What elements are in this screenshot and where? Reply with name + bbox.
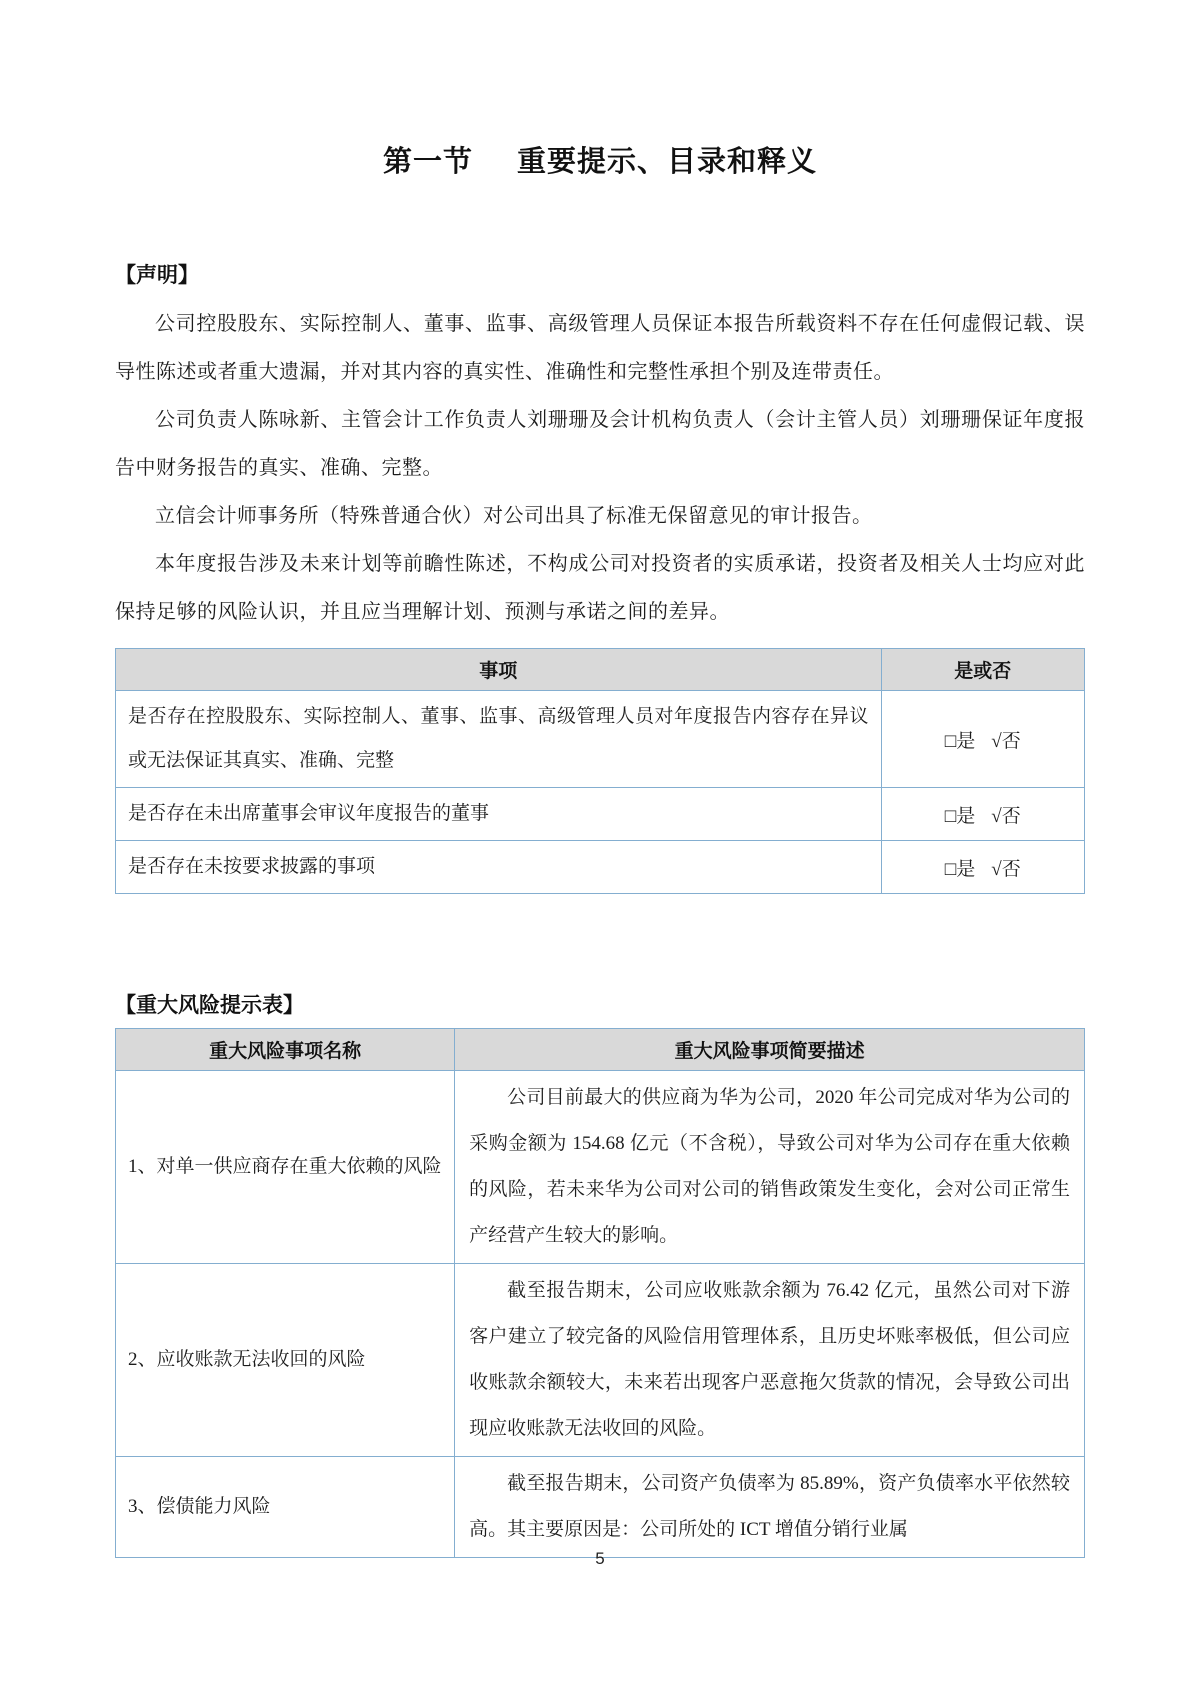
page-title-text: 重要提示、目录和释义 (517, 146, 818, 178)
risk-description-text: 截至报告期末，公司资产负债率为 85.89%，资产负债率水平依然较高。其主要原因是：公司所处的 ICT 增值分销行业属 (469, 1473, 1070, 1540)
checkbox-no-checked: √否 (991, 730, 1021, 752)
statement-paragraph: 公司控股股东、实际控制人、董事、监事、高级管理人员保证本报告所载资料不存在任何虚假记载、误导性陈述或者重大遗漏，并对其内容的真实性、准确性和完整性承担个别及连带责任。 (115, 313, 1085, 383)
compliance-table (115, 648, 1085, 894)
compliance-answer (881, 691, 1085, 788)
risk-description (455, 1264, 1085, 1457)
risk-description-text: 截至报告期末，公司应收账款余额为 76.42 亿元，虽然公司对下游客户建立了较完备的风险信用管理体系，且历史坏账率极低，但公司应收账款余额较大，未来若出现客户恶意拖欠货款的情况，会导致公司出现应收账款无法收回的风险。 (469, 1280, 1070, 1439)
statement-paragraph: 本年度报告涉及未来计划等前瞻性陈述，不构成公司对投资者的实质承诺，投资者及相关人士均应对此保持足够的风险认识，并且应当理解计划、预测与承诺之间的差异。 (115, 553, 1085, 623)
risk-table (115, 1028, 1085, 1558)
risk-description (455, 1457, 1085, 1558)
risk-name: 1、对单一供应商存在重大依赖的风险 (116, 1071, 455, 1264)
table-row (116, 841, 1085, 894)
compliance-item: 是否存在控股股东、实际控制人、董事、监事、高级管理人员对年度报告内容存在异议或无法保证其真实、准确、完整 (116, 691, 882, 788)
compliance-header-item: 事项 (116, 649, 882, 691)
risk-header-description: 重大风险事项简要描述 (455, 1029, 1085, 1071)
page-title-section: 第一节 (382, 146, 473, 178)
table-row (116, 788, 1085, 841)
statement-paragraph: 立信会计师事务所（特殊普通合伙）对公司出具了标准无保留意见的审计报告。 (155, 505, 873, 527)
table-row (116, 1457, 1085, 1558)
checkbox-yes: □是 (944, 805, 976, 827)
checkbox-yes: □是 (944, 858, 976, 880)
compliance-item: 是否存在未按要求披露的事项 (116, 841, 882, 894)
page-title (115, 142, 1085, 182)
checkbox-yes: □是 (944, 730, 976, 752)
risk-description (455, 1071, 1085, 1264)
risk-description-text: 公司目前最大的供应商为华为公司，2020 年公司完成对华为公司的采购金额为 154.68 亿元（不含税），导致公司对华为公司存在重大依赖的风险，若未来华为公司对公司的销售政策发生变化，会对公司正常生产经营产生较大的影响。 (469, 1087, 1070, 1246)
page-number: 5 (595, 1549, 605, 1568)
compliance-answer (881, 788, 1085, 841)
risk-name: 3、偿债能力风险 (116, 1457, 455, 1558)
risk-name: 2、应收账款无法收回的风险 (116, 1264, 455, 1457)
compliance-answer (881, 841, 1085, 894)
statement-heading: 【声明】 (115, 264, 199, 287)
compliance-item: 是否存在未出席董事会审议年度报告的董事 (116, 788, 882, 841)
compliance-header-row (116, 649, 1085, 691)
risk-header-name: 重大风险事项名称 (116, 1029, 455, 1071)
table-row (116, 1071, 1085, 1264)
compliance-header-answer: 是或否 (881, 649, 1085, 691)
risk-table-heading: 【重大风险提示表】 (115, 994, 304, 1017)
statement-paragraph: 公司负责人陈咏新、主管会计工作负责人刘珊珊及会计机构负责人（会计主管人员）刘珊珊保证年度报告中财务报告的真实、准确、完整。 (115, 409, 1085, 479)
risk-header-row (116, 1029, 1085, 1071)
checkbox-no-checked: √否 (991, 805, 1021, 827)
table-row (116, 1264, 1085, 1457)
table-row (116, 691, 1085, 788)
checkbox-no-checked: √否 (991, 858, 1021, 880)
